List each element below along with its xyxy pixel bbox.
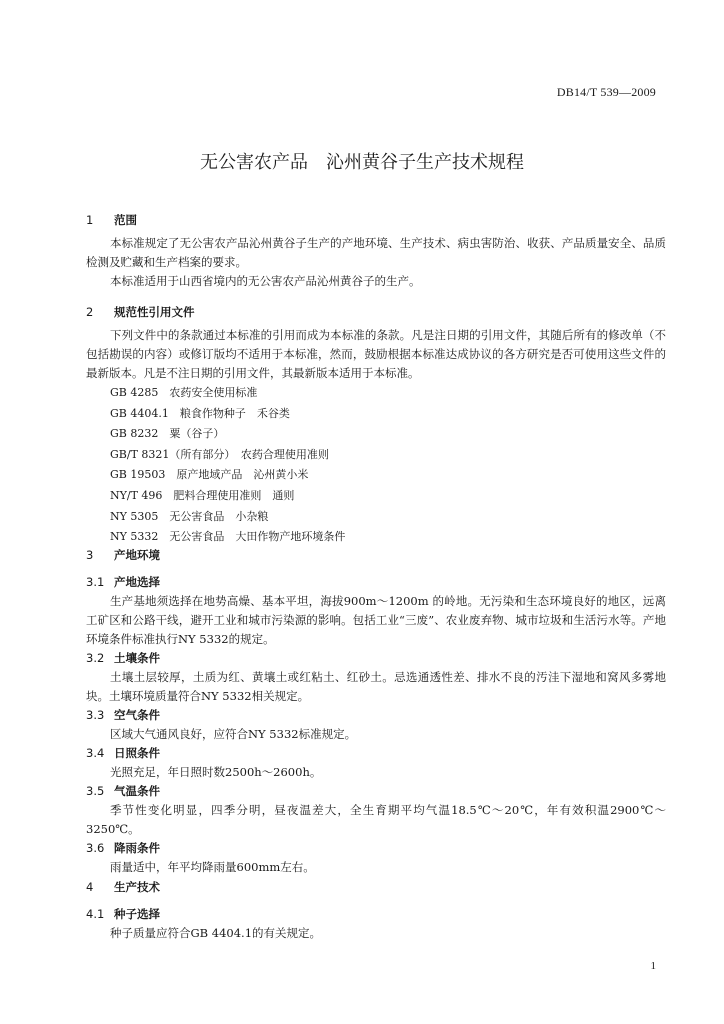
paragraph: 本标准适用于山西省境内的无公害农产品沁州黄谷子的生产。	[110, 274, 421, 288]
section-heading: 1 范围	[86, 213, 137, 227]
reference-item: GB 8232 粟（谷子）	[110, 427, 225, 441]
reference-item: GB 19503 原产地域产品 沁州黄小米	[110, 468, 309, 482]
standard-code: DB14/T 539—2009	[556, 85, 656, 99]
subsection-heading: 3.2 土壤条件	[86, 651, 160, 665]
section-1	[86, 211, 666, 291]
paragraph: 生产基地须选择在地势高燥、基本平坦，海拔900m～1200m 的岭地。无污染和生态环境良好的地区，远离工矿区和公路干线，避开工业和城市污染源的影响。包括工业“三废”、农业废弃物、城市垃圾和生活污水等。产地环境条件标准执行NY 5332的规定。	[86, 594, 666, 646]
reference-item: NY/T 496 肥料合理使用准则 通则	[110, 488, 295, 502]
section-heading: 3 产地环境	[86, 548, 160, 562]
subsection-heading: 3.4 日照条件	[86, 746, 160, 760]
section-4	[86, 878, 666, 943]
page-number: 1	[650, 960, 656, 972]
paragraph: 雨量适中，年平均降雨量600mm左右。	[110, 860, 315, 874]
reference-item: NY 5305 无公害食品 小杂粮	[110, 509, 269, 523]
reference-item: GB/T 8321（所有部分） 农药合理使用准则	[110, 447, 329, 461]
paragraph: 本标准规定了无公害农产品沁州黄谷子生产的产地环境、生产技术、病虫害防治、收获、产品质量安全、品质检测及贮藏和生产档案的要求。	[86, 236, 666, 269]
reference-item: GB 4404.1 粮食作物种子 禾谷类	[110, 406, 290, 420]
subsection-heading: 3.3 空气条件	[86, 708, 160, 722]
section-heading: 4 生产技术	[86, 880, 160, 894]
section-3	[86, 546, 666, 877]
paragraph: 种子质量应符合GB 4404.1的有关规定。	[110, 926, 322, 940]
paragraph: 光照充足，年日照时数2500h～2600h。	[110, 765, 322, 779]
subsection-heading: 3.5 气温条件	[86, 784, 160, 798]
subsection-heading: 3.6 降雨条件	[86, 841, 160, 855]
section-heading: 2 规范性引用文件	[86, 305, 195, 319]
document-title: 无公害农产品 沁州黄谷子生产技术规程	[200, 152, 524, 173]
reference-item: GB 4285 农药安全使用标准	[110, 386, 258, 399]
subsection-heading: 3.1 产地选择	[86, 575, 160, 589]
paragraph: 土壤土层较厚，土质为红、黄壤土或红粘土、红砂土。忌选通透性差、排水不良的汚洼下湿地和窝风多雾地块。土壤环境质量符合NY 5332相关规定。	[86, 670, 666, 703]
paragraph: 下列文件中的条款通过本标准的引用而成为本标准的条款。凡是注日期的引用文件，其随后所有的修改单（不包括勘误的内容）或修订版均不适用于本标准，然而，鼓励根据本标准达成协议的各方研究是否可使用这些文件的最新版本。凡是不注日期的引用文件，其最新版本适用于本标准。	[86, 328, 666, 380]
paragraph: 区域大气通风良好，应符合NY 5332标准规定。	[110, 727, 357, 741]
reference-item: NY 5332 无公害食品 大田作物产地环境条件	[110, 530, 346, 544]
paragraph: 季节性变化明显，四季分明，昼夜温差大，全生育期平均气温18.5℃～20℃，年有效积温2900℃～3250℃。	[86, 803, 666, 836]
subsection-heading: 4.1 种子选择	[86, 907, 160, 921]
section-2	[86, 303, 666, 548]
